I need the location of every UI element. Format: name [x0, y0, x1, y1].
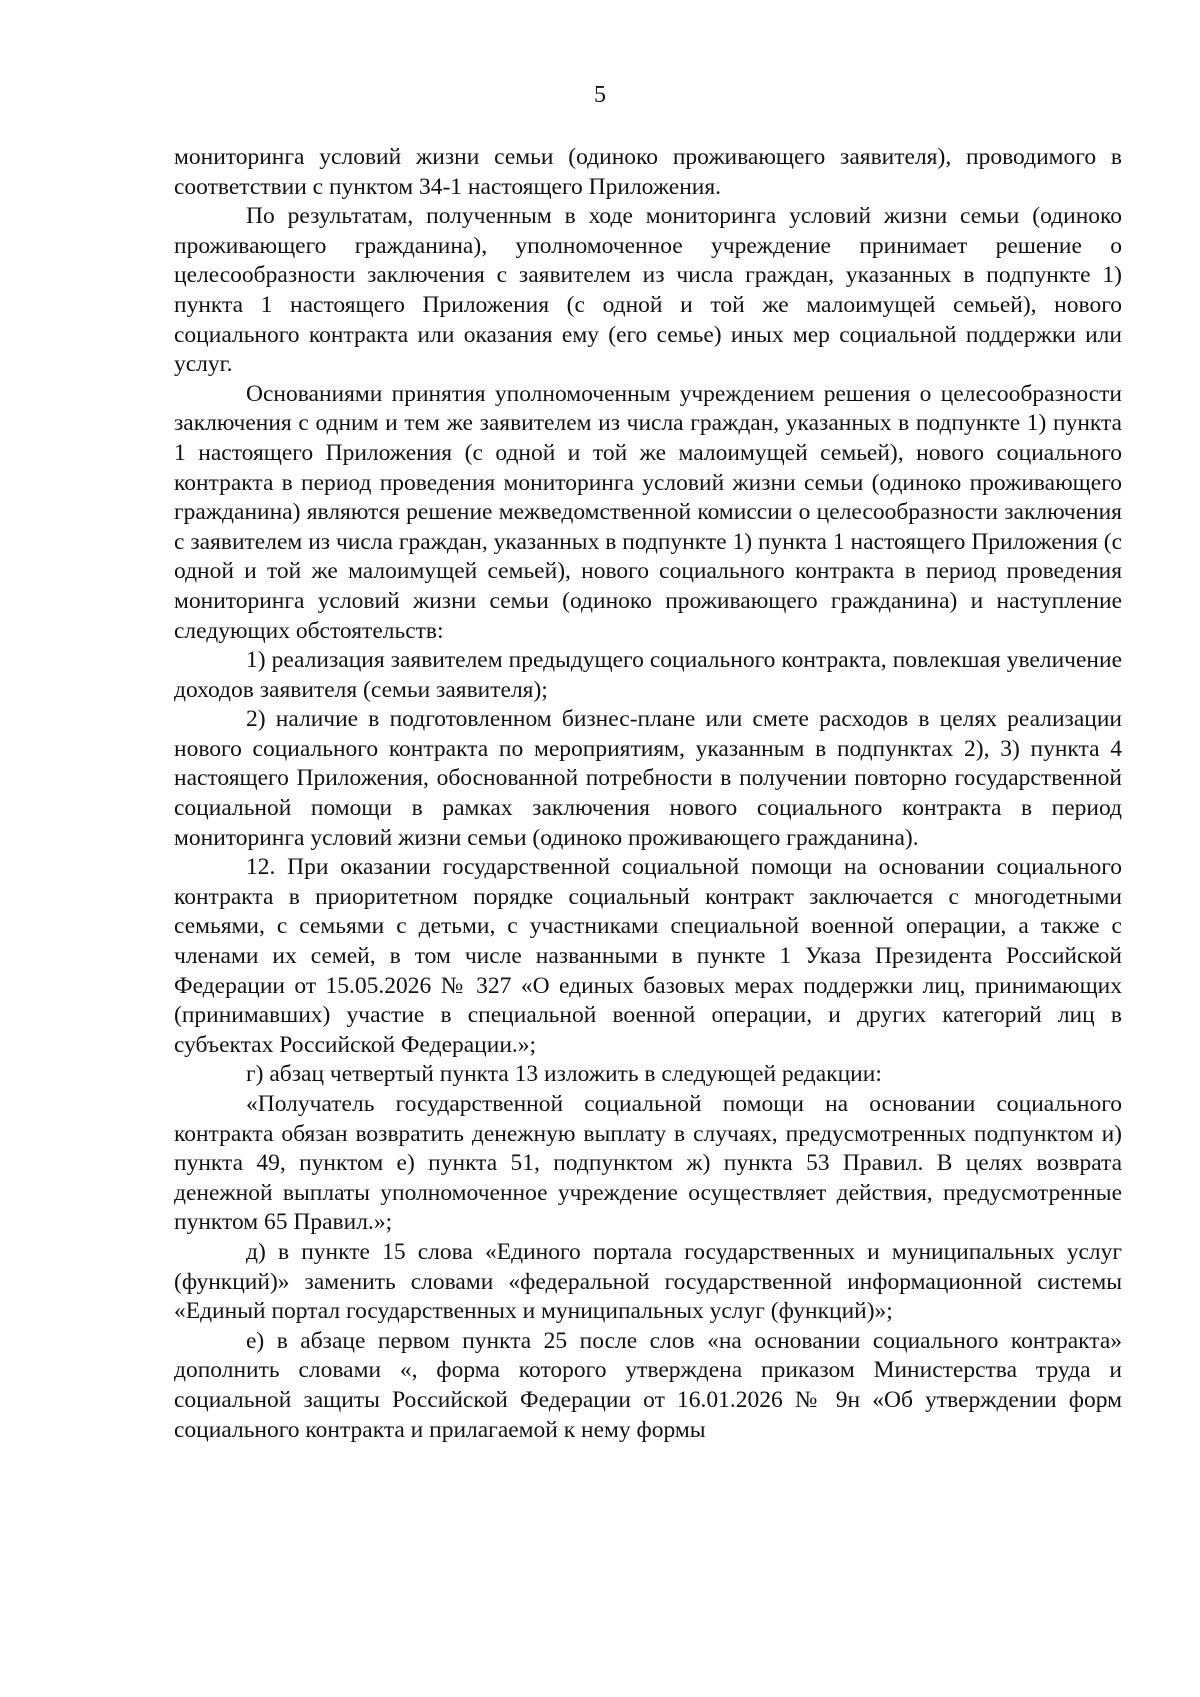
list-item-condition-1: 1) реализация заявителем предыдущего социального контракта, повлекшая увеличение доходов заявителя (семьи заявителя); — [174, 647, 1122, 703]
paragraph-monitoring-results: По результатам, полученным в ходе мониторинга условий жизни семьи (одиноко проживающего гражданина), уполномоченное учреждение принимает решение о целесообразности заключения с заявителем из числа граждан, указанных в подпункте 1) пункта 1 настоящего Приложения (с одной и той же малоимущей семьей), нового социального контракта или оказания ему (его семье) иных мер социальной поддержки или услуг. — [174, 203, 1122, 378]
amendment-g-quoted-text: «Получатель государственной социальной помощи на основании социального контракта обязан возвратить денежную выплату в случаях, предусмотренных подпунктом и) пункта 49, пунктом е) пункта 51, подпунктом ж) пункта 53 Правил. В целях возврата денежной выплаты уполномоченное учреждение осуществляет действия, предусмотренные пунктом 65 Правил.»; — [174, 1091, 1122, 1236]
amendment-e: е) в абзаце первом пункта 25 после слов «на основании социального контракта» дополнить словами «, форма которого утверждена приказом Министерства труда и социальной защиты Российской Федерации от 16.01.2026 № 9н «Об утверждении форм социального контракта и прилагаемой к нему формы — [174, 1327, 1122, 1443]
list-item-condition-2: 2) наличие в подготовленном бизнес-плане или смете расходов в целях реализации нового социального контракта по мероприятиям, указанным в подпунктах 2), 3) пункта 4 настоящего Приложения, обоснованной потребности в получении повторно государственной социальной помощи в рамках заключения нового социального контракта в период мониторинга условий жизни семьи (одиноко проживающего гражданина). — [174, 706, 1122, 851]
document-body — [174, 143, 1122, 1445]
amendment-g: г) абзац четвертый пункта 13 изложить в следующей редакции: — [246, 1061, 882, 1088]
amendment-d: д) в пункте 15 слова «Единого портала государственных и муниципальных услуг (функций)» заменить словами «федеральной государственной информационной системы «Единый портал государственных и муниципальных услуг (функций)»; — [174, 1238, 1122, 1325]
paragraph-continuation: мониторинга условий жизни семьи (одиноко проживающего заявителя), проводимого в соответствии с пунктом 34-1 настоящего Приложения. — [174, 144, 1122, 200]
paragraph-grounds-for-decision: Основаниями принятия уполномоченным учреждением решения о целесообразности заключения с одним и тем же заявителем из числа граждан, указанных в подпункте 1) пункта 1 настоящего Приложения (с одной и той же малоимущей семьей), нового социального контракта в период проведения мониторинга условий жизни семьи (одиноко проживающего гражданина) являются решение межведомственной комиссии о целесообразности заключения с заявителем из числа граждан, указанных в подпункте 1) пункта 1 настоящего Приложения (с одной и той же малоимущей семьей), нового социального контракта в период проведения мониторинга условий жизни семьи (одиноко проживающего гражданина) и наступление следующих обстоятельств: — [174, 380, 1122, 644]
page-number: 5 — [594, 82, 606, 108]
paragraph-clause-12: 12. При оказании государственной социальной помощи на основании социального контракта в приоритетном порядке социальный контракт заключается с многодетными семьями, с семьями с детьми, с участниками специальной военной операции, а также с членами их семей, в том числе названными в пункте 1 Указа Президента Российской Федерации от 15.05.2026 № 327 «О единых базовых мерах поддержки лиц, принимающих (принимавших) участие в специальной военной операции, и других категорий лиц в субъектах Российской Федерации.»; — [174, 854, 1122, 1058]
